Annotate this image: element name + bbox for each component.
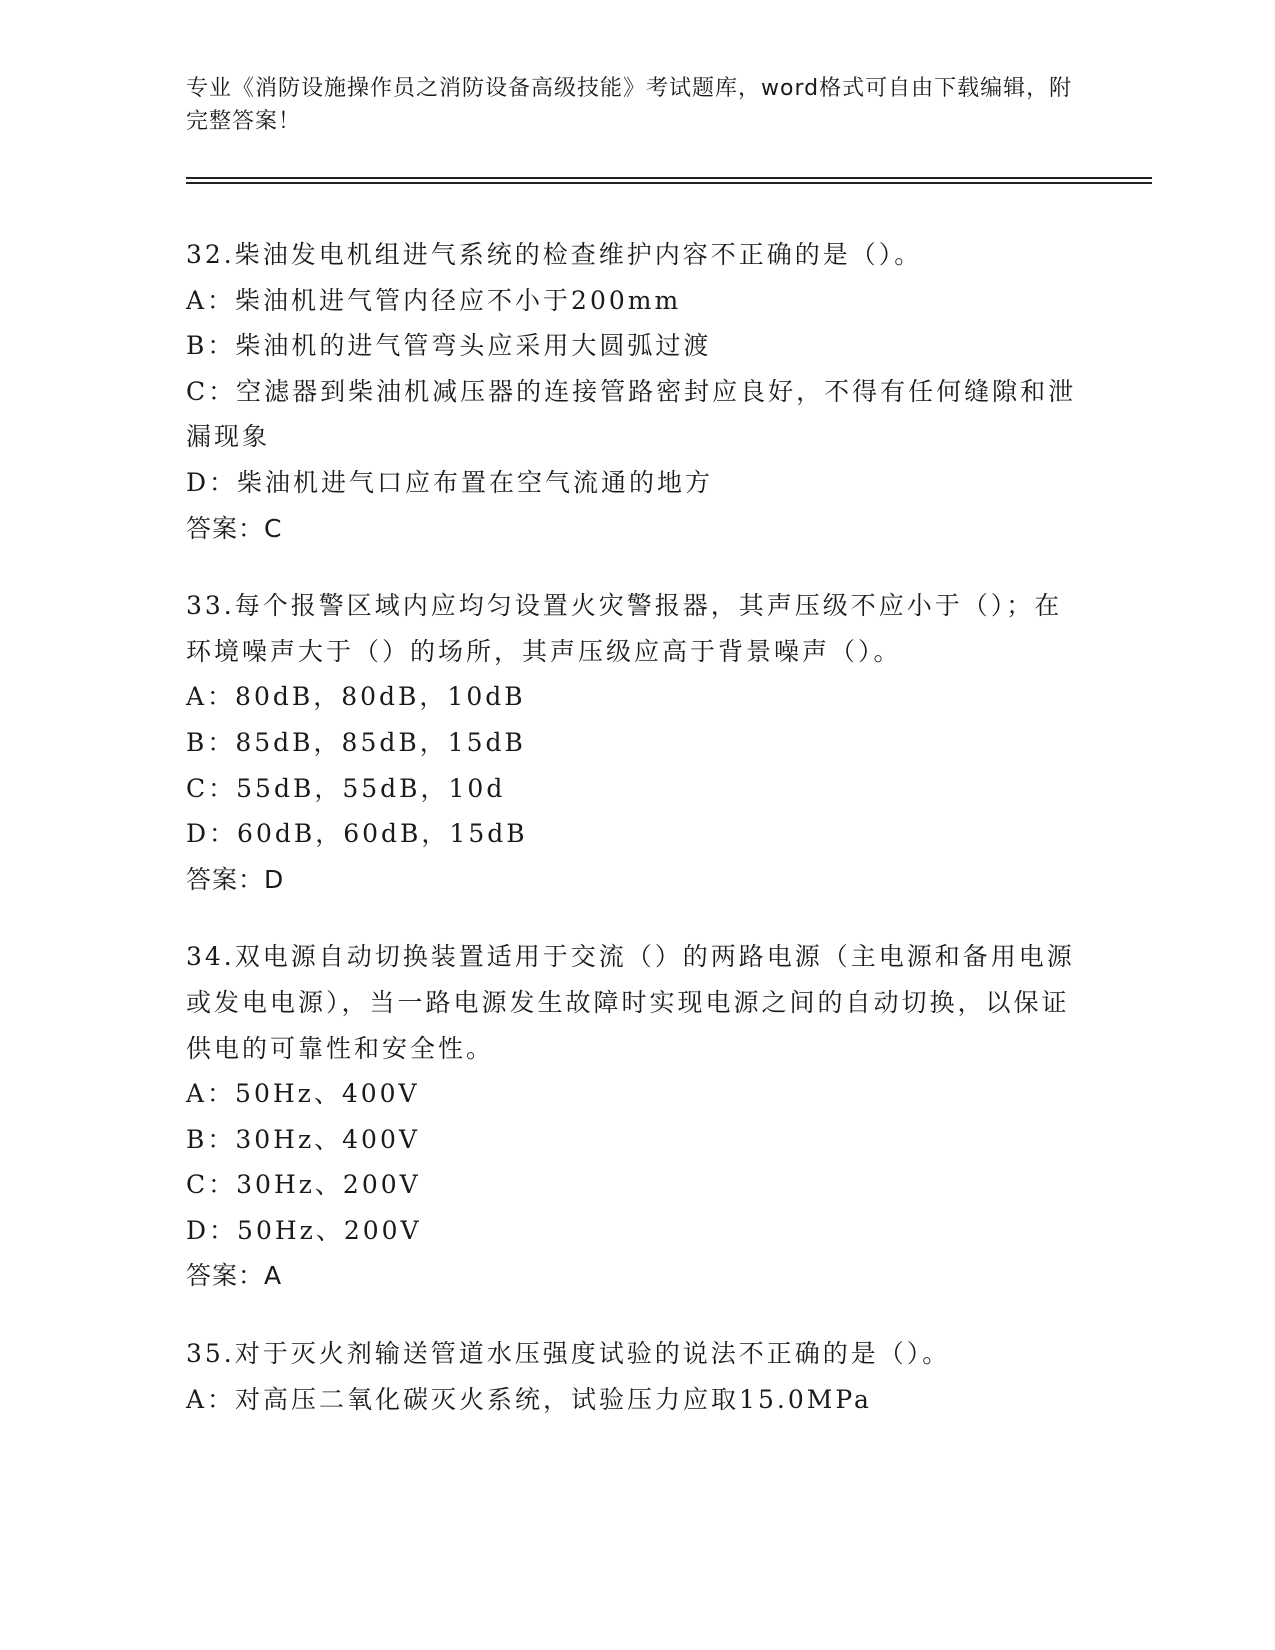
option-c: C：空滤器到柴油机减压器的连接管路密封应良好，不得有任何缝隙和泄漏现象 [186, 376, 1077, 452]
option-a: A：对高压二氧化碳灭火系统，试验压力应取15.0MPa [186, 1384, 872, 1414]
question-32 [186, 232, 1086, 551]
option-d: D：柴油机进气口应布置在空气流通的地方 [186, 467, 714, 497]
question-list [186, 232, 1086, 1454]
answer-line: 答案：C [186, 513, 283, 543]
answer-line: 答案：D [186, 864, 285, 894]
document-header: 专业《消防设施操作员之消防设备高级技能》考试题库，word格式可自由下载编辑，附完整答案！ [186, 76, 1073, 134]
question-stem: 33.每个报警区域内应均匀设置火灾警报器，其声压级不应小于（）；在环境噪声大于（）的场所，其声压级应高于背景噪声（）。 [186, 591, 1063, 666]
option-b: B：30Hz、400V [186, 1124, 420, 1154]
header-divider-top [186, 177, 1152, 179]
option-a: A：柴油机进气管内径应不小于200mm [186, 285, 682, 315]
question-33 [186, 583, 1086, 902]
option-b: B：85dB，85dB，15dB [186, 727, 526, 757]
question-35 [186, 1331, 1086, 1422]
option-c: C：30Hz、200V [186, 1170, 421, 1200]
option-b: B：柴油机的进气管弯头应采用大圆弧过渡 [186, 331, 712, 361]
question-34 [186, 934, 1086, 1299]
option-d: D：50Hz、200V [186, 1215, 422, 1245]
header-divider-bottom [186, 182, 1152, 184]
question-stem: 34.双电源自动切换装置适用于交流（）的两路电源（主电源和备用电源或发电电源），当一路电源发生故障时实现电源之间的自动切换，以保证供电的可靠性和安全性。 [186, 942, 1075, 1063]
answer-line: 答案：A [186, 1261, 283, 1291]
option-d: D：60dB，60dB，15dB [186, 819, 528, 849]
question-stem: 35.对于灭火剂输送管道水压强度试验的说法不正确的是（）。 [186, 1339, 951, 1369]
option-a: A：50Hz、400V [186, 1079, 420, 1109]
option-c: C：55dB，55dB，10d [186, 773, 506, 803]
option-a: A：80dB，80dB，10dB [186, 682, 526, 712]
question-stem: 32.柴油发电机组进气系统的检查维护内容不正确的是（）。 [186, 240, 923, 269]
